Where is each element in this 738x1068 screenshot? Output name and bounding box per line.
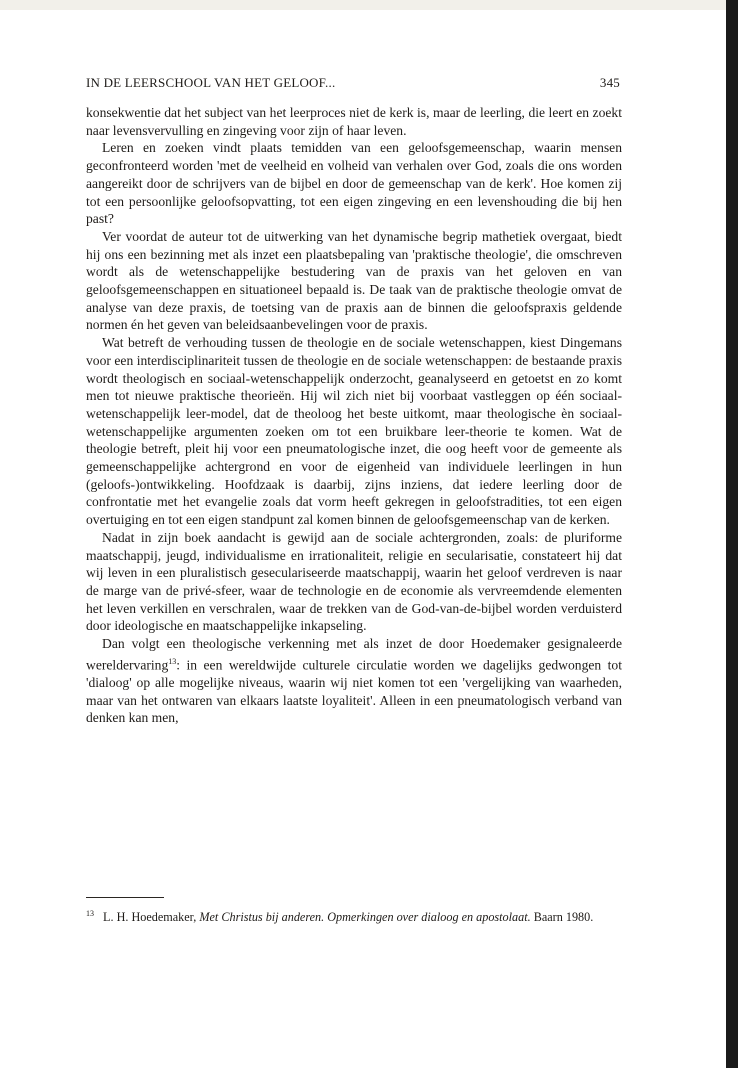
paragraph-3: Ver voordat de auteur tot de uitwerking van het dynamische begrip mathetiek overgaat, biedt hij ons een bezinning met als inzet een plaatsbepaling van 'praktische theologie', die omschreven wordt als de wetenschappelijke bestudering van de praxis van het geloven en van geloofsgemeenschappen en situationeel bepaald is. De taak van de praktische theologie omvat de analyse van deze praxis, de toetsing van de praxis aan de binnen die geloofspraxis geldende normen én het geven van beleidsaanbevelingen voor de praxis. — [86, 228, 622, 333]
scan-page-edge — [726, 0, 738, 1068]
running-title: IN DE LEERSCHOOL VAN HET GELOOF... — [86, 75, 336, 90]
scan-border-top — [0, 0, 738, 10]
body-text — [86, 104, 622, 727]
footnote-author: L. H. Hoedemaker, — [103, 910, 197, 925]
paragraph-6 — [86, 635, 622, 727]
footnote-reference: 13 — [168, 656, 177, 666]
footnote-publication: Baarn 1980. — [533, 910, 594, 925]
paragraph-5: Nadat in zijn boek aandacht is gewijd aan de sociale achtergronden, zoals: de pluriforme maatschappij, jeugd, individualisme en irrationaliteit, religie en secularisatie, constateert hij dat wij leven in een pluralistisch gesecularisеerde maatschappij, waarin het geloof verdreven is naar de marge van de privé-sfeer, waar de technologie en de economie als vervreemdende elementen het leven verkillen en verschralen, waar de trekken van de God-van-de-bijbel worden verduisterd door ideologische en maatschappelijke inkapseling. — [86, 529, 622, 634]
paragraph-2: Leren en zoeken vindt plaats temidden van een geloofsgemeenschap, waarin mensen geconfronteerd worden 'met de veelheid en volheid van verhalen over God, zoals die ons worden aangereikt door de schrijvers van de bijbel en door de gemeenschap van de kerk'. Hoe komen zij tot een persoonlijke geloofsopvatting, tot een eigen zingeving en een levenshouding die bij hen past? — [86, 140, 622, 227]
page-number: 345 — [599, 75, 620, 90]
running-header — [86, 75, 620, 95]
footnote — [86, 906, 622, 926]
paragraph-1: konsekwentie dat het subject van het leerproces niet de kerk is, maar de leerling, die leert en zoekt naar levensvervulling en zingeving voor zijn of haar leven. — [86, 105, 622, 138]
paragraph-6-start: Dan volgt een theologische verkenning met als inzet de door Hoedemaker gesignaleerde wereldervaring — [86, 636, 622, 673]
paragraph-6-end: : in een wereldwijde culturele circulatie worden we dagelijks gedwongen tot 'dialoog' op alle mogelijke niveaus, waarin wij niet komen tot een 'vergelijking van waarheden, maar van het ontwaren van elkaars laatste loyaliteit'. Alleen in een pneumatologisch verband van denken kan men, — [86, 657, 622, 726]
footnote-mark: 13 — [86, 909, 94, 918]
footnote-title: Met Christus bij anderen. Opmerkingen over dialoog en apostolaat. — [199, 910, 531, 925]
footnote-rule — [86, 897, 164, 898]
paragraph-4: Wat betreft de verhouding tussen de theologie en de sociale wetenschappen, kiest Dingemans voor een interdisciplinariteit tussen de theologie en de sociale wetenschappen: de bestaande praxis wordt theologisch en sociaal-wetenschappelijk onderzocht, geanalyseerd en getoetst en zo komt men tot nieuwe praktische theorieën. Hij wil zich niet bij voorbaat vastleggen op één sociaal-wetenschappelijk leer-model, dat de theoloog het beste uitkomt, maar theologische èn sociaal-wetenschappelijke argumenten zoeken om tot een bruikbare leer-theorie te komen. Wat de theologie betreft, pleit hij voor een pneumatologische inzet, die oog heeft voor de gemeente als gemeenschappelijke achtergrond en voor de eigenheid van individuele leerlingen in hun (geloofs-)ontwikkeling. Hoofdzaak is daarbij, zijns inziens, dat iedere leerling door de confrontatie met het evangelie zoals dat vorm heeft gekregen in geloofstradities, tot een eigen overtuiging en tot een eigen standpunt zal komen binnen de geloofsgemeenschap van de kerken. — [86, 335, 622, 528]
